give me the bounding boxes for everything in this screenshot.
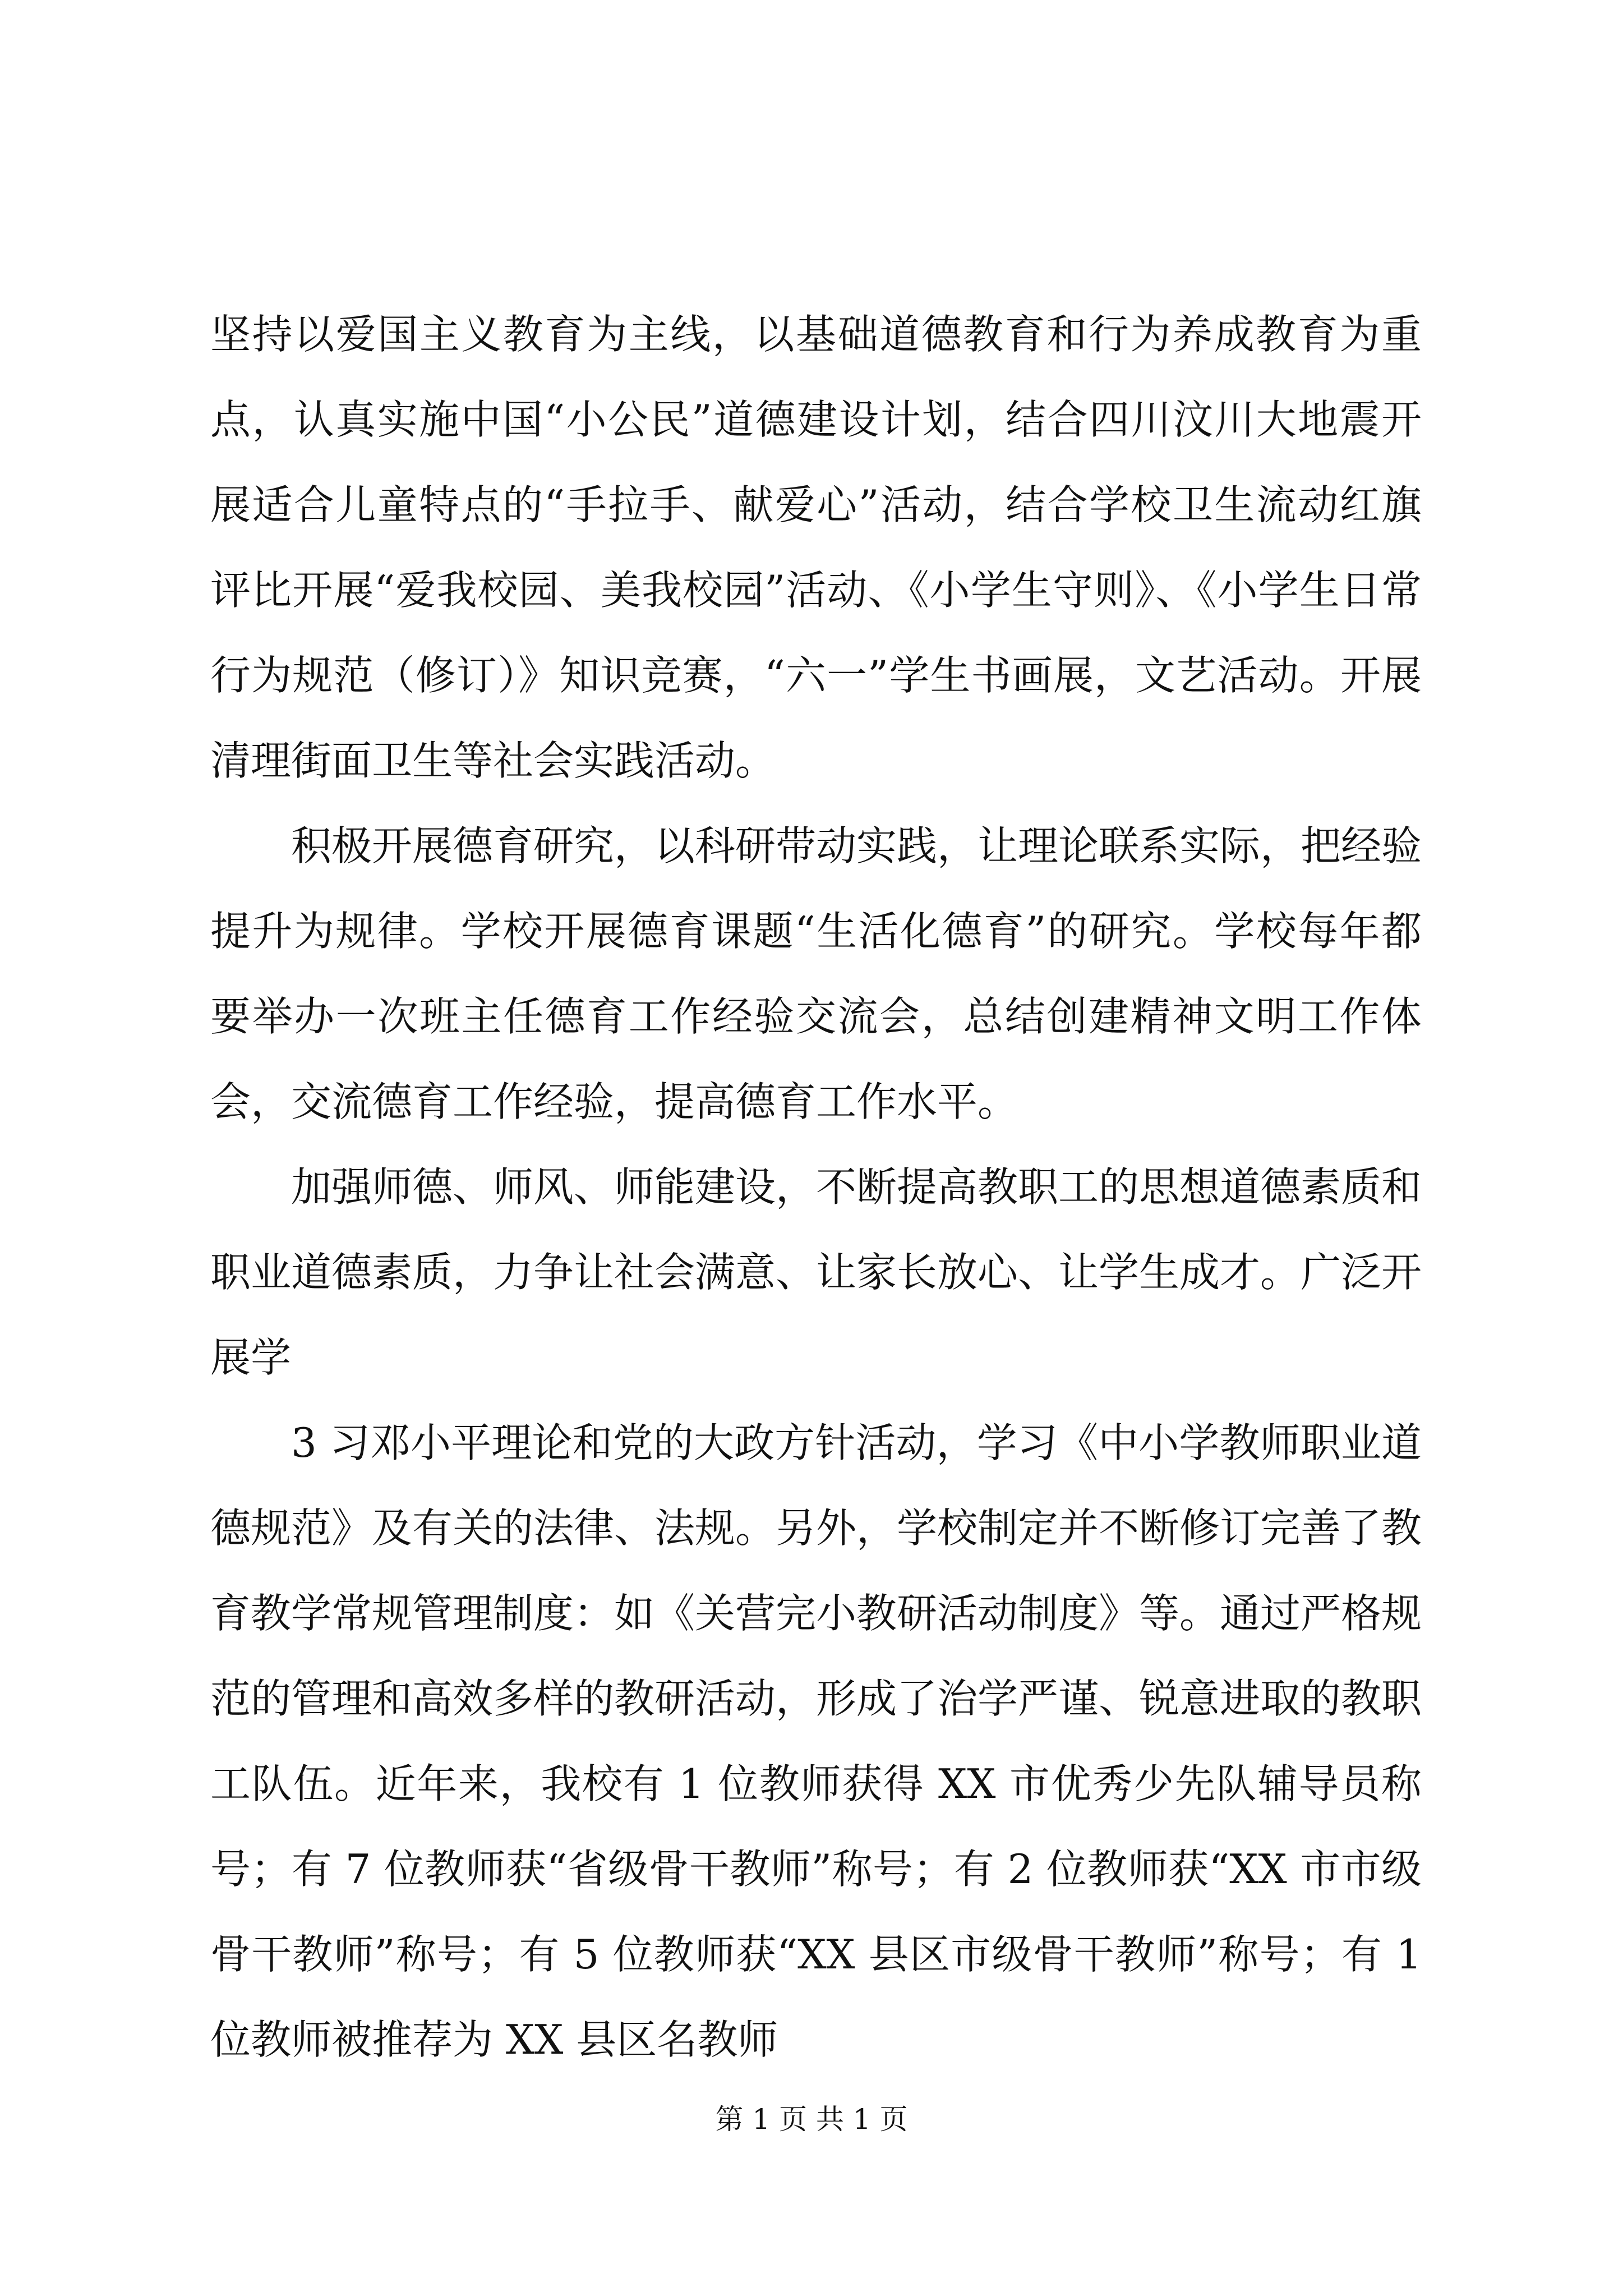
paragraph-2: 积极开展德育研究，以科研带动实践，让理论联系实际，把经验提升为规律。学校开展德育课题“生活化德育”的研究。学校每年都要举办一次班主任德育工作经验交流会，总结创建精神文明工作体会，交流德育工作经验，提高德育工作水平。 (210, 822, 1422, 1125)
document-body (210, 292, 1422, 2082)
page-footer: 第 1 页 共 1 页 (715, 2103, 908, 2136)
paragraph-3: 加强师德、师风、师能建设，不断提高教职工的思想道德素质和职业道德素质，力争让社会满意、让家长放心、让学生成才。广泛开展学 (210, 1163, 1422, 1381)
paragraph-1: 坚持以爱国主义教育为主线，以基础道德教育和行为养成教育为重点，认真实施中国“小公民”道德建设计划，结合四川汶川大地震开展适合儿童特点的“手拉手、献爱心”活动，结合学校卫生流动红旗评比开展“爱我校园、美我校园”活动、《小学生守则》、《小学生日常行为规范（修订）》知识竞赛，“六一”学生书画展，文艺活动。开展清理街面卫生等社会实践活动。 (210, 311, 1422, 784)
paragraph-4: 3 习邓小平理论和党的大政方针活动，学习《中小学教师职业道德规范》及有关的法律、法规。另外，学校制定并不断修订完善了教育教学常规管理制度：如《关营完小教研活动制度》等。通过严格规范的管理和高效多样的教研活动，形成了治学严谨、锐意进取的教职工队伍。近年来，我校有 1 位教师获得 XX 市优秀少先队辅导员称号；有 7 位教师获“省级骨干教师”称号；有 2 位教师获“XX 市市级骨干教师”称号；有 5 位教师获“XX 县区市级骨干教师”称号；有 1 位教师被推荐为 XX 县区名教师 (210, 1419, 1422, 2063)
